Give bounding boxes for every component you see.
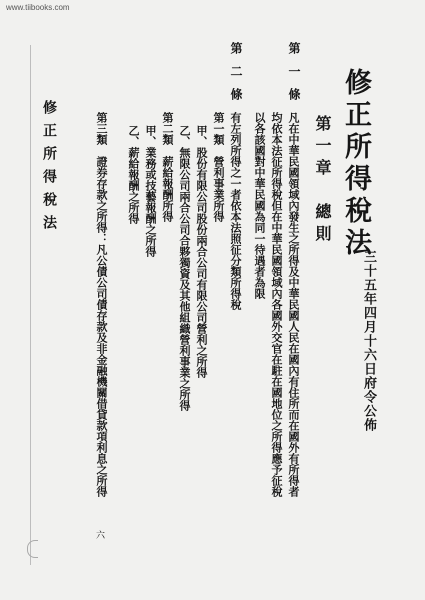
article-1-line-2: 均依本法征所得稅但在中華民國領域內各國外交官在駐在國地位之所得應予征稅	[270, 112, 283, 497]
category-2-item-a: 甲、業務或技藝報酬之所得	[144, 125, 157, 257]
category-2-item-b: 乙、薪給報酬之所得	[127, 125, 140, 224]
margin-rule	[30, 45, 31, 565]
article-1-line-3: 以各該國對中華民國為同一待遇者為限	[253, 112, 266, 299]
page-number: 六	[96, 531, 106, 541]
article-1-line-1: 凡在中華民國領域內發生之所得及中華民國人民在國內有住所而在國外有所得者	[287, 112, 300, 497]
article-2-line-1: 有左列所得之一者依本法照征分類所得稅	[229, 112, 242, 310]
category-1-item-b: 乙、無限公司兩合公司合夥獨資及其他組織營利事業之所得	[178, 125, 191, 411]
promulgation-date: 三十五年四月十六日府令公佈	[361, 250, 376, 432]
category-3: 第三類 證券存款之所得：凡公債公司債存款及非金融機關借貸款項利息之所得	[95, 112, 108, 497]
category-1-item-a: 甲、股份有限公司股份兩合公司有限公司營利之所得	[195, 125, 208, 378]
category-2-title: 第二類 薪給報酬所得	[161, 112, 174, 222]
watermark: www.tiibooks.com	[6, 3, 70, 12]
article-2-label: 第二條	[229, 42, 243, 111]
category-1-title: 第一類 營利事業所得	[212, 112, 225, 222]
margin-bracket	[27, 540, 38, 558]
chapter-heading: 第一章 總則	[313, 115, 332, 247]
running-title: 修正所得稅法	[41, 100, 57, 238]
page-title: 修正所得稅法	[340, 68, 371, 260]
article-1-label: 第一條	[287, 42, 301, 111]
